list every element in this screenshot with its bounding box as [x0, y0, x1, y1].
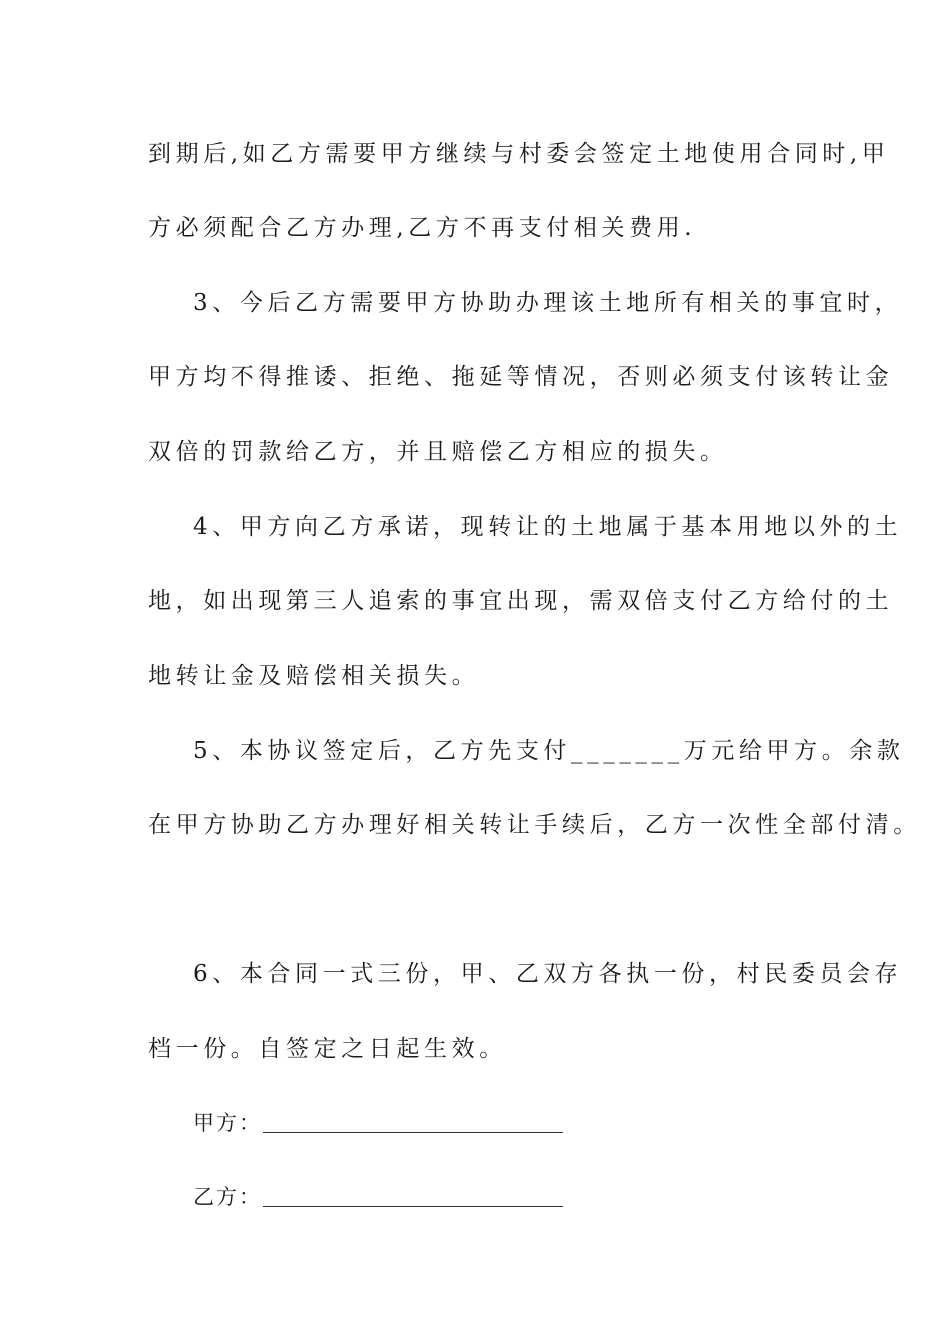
party-a-signature-line: [263, 1132, 563, 1133]
paragraph-line: 5、本协议签定后，乙方先支付_______万元给甲方。余款: [193, 738, 905, 764]
paragraph-line: 方必须配合乙方办理,乙方不再支付相关费用.: [148, 215, 697, 241]
paragraph-line: 地，如出现第三人追索的事宜出现，需双倍支付乙方给付的土: [148, 588, 894, 614]
paragraph-line: 甲方均不得推诿、拒绝、拖延等情况，否则必须支付该转让金: [148, 364, 894, 390]
paragraph-line: 6、本合同一式三份，甲、乙双方各执一份，村民委员会存: [193, 961, 903, 987]
paragraph-line: 地转让金及赔偿相关损失。: [148, 663, 480, 689]
paragraph-line: 双倍的罚款给乙方，并且赔偿乙方相应的损失。: [148, 439, 728, 465]
party-b-signature-line: [263, 1206, 563, 1207]
paragraph-line: 档一份。自签定之日起生效。: [148, 1036, 507, 1062]
party-a-label: 甲方：: [193, 1111, 262, 1135]
paragraph-line: 到期后,如乙方需要甲方继续与村委会签定土地使用合同时,甲: [148, 141, 890, 167]
paragraph-line: 3、今后乙方需要甲方协助办理该土地所有相关的事宜时，: [193, 290, 903, 316]
party-b-label: 乙方：: [193, 1185, 262, 1209]
paragraph-line: 4、甲方向乙方承诺，现转让的土地属于基本用地以外的土: [193, 514, 903, 540]
paragraph-line: 在甲方协助乙方办理好相关转让手续后，乙方一次性全部付清。: [148, 812, 921, 838]
